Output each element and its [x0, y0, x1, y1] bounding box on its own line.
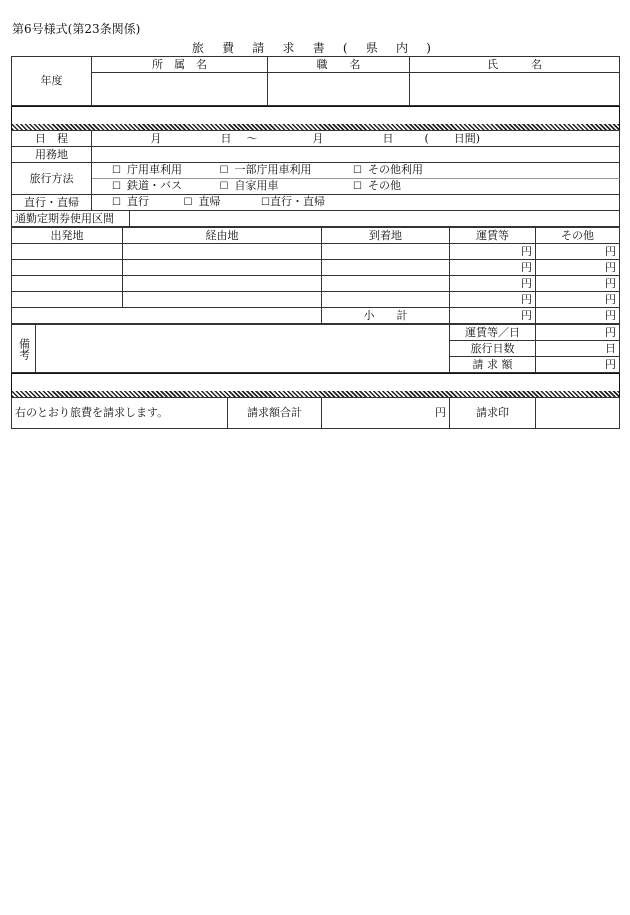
- via-field[interactable]: [123, 244, 322, 260]
- fare-field[interactable]: 円: [450, 276, 536, 292]
- month2-label: 月: [312, 131, 324, 145]
- tilde-label: ～: [246, 131, 258, 145]
- checkbox-square-icon: ☐: [112, 181, 121, 192]
- month1-label: 月: [150, 131, 162, 145]
- trip-details-table: [11, 130, 620, 227]
- remarks-table: [11, 324, 620, 373]
- form-title: 旅 費 請 求 書 ( 県 内 ): [191, 41, 439, 55]
- form-number: 第6号様式(第23条関係): [12, 22, 141, 36]
- travel-expense-form: [11, 56, 620, 429]
- fare-field[interactable]: 円: [450, 260, 536, 276]
- blank-row-top: [11, 106, 620, 124]
- seal-label: 請求印: [450, 398, 536, 429]
- seal-field[interactable]: [536, 398, 620, 429]
- other-field[interactable]: 円: [536, 276, 620, 292]
- checkbox-square-icon: ☐: [112, 197, 121, 208]
- arrival-field[interactable]: [322, 260, 450, 276]
- direct-row: [12, 195, 620, 211]
- remarks-label: 備考: [12, 325, 36, 373]
- schedule-label: 日 程: [12, 131, 92, 147]
- footer-table: [11, 397, 620, 429]
- destination-field[interactable]: [92, 147, 620, 163]
- year-label: 年度: [12, 57, 92, 106]
- travel-days-label: 旅行日数: [450, 341, 536, 357]
- checkbox-other[interactable]: ☐ その他: [353, 179, 401, 192]
- fare-field[interactable]: 円: [450, 244, 536, 260]
- checkbox-other-use[interactable]: ☐ その他利用: [353, 163, 423, 176]
- subtotal-label: 小 計: [322, 308, 450, 324]
- commuter-pass-field[interactable]: [130, 211, 620, 227]
- claim-amount-field[interactable]: 円: [536, 357, 620, 373]
- arrival-field[interactable]: [322, 244, 450, 260]
- checkbox-square-icon: ☐: [183, 197, 193, 208]
- route-row: [12, 292, 620, 308]
- other-header: その他: [536, 228, 620, 244]
- header-table: [11, 56, 620, 106]
- route-row: [12, 260, 620, 276]
- checkbox-direct-go[interactable]: ☐ 直行: [112, 195, 149, 208]
- departure-field[interactable]: [12, 292, 123, 308]
- checkbox-private-car[interactable]: ☐ 自家用車: [219, 179, 279, 192]
- checkbox-direct-return[interactable]: ☐ 直帰: [183, 195, 221, 208]
- via-field[interactable]: [123, 260, 322, 276]
- destination-row: [12, 147, 620, 163]
- checkbox-square-icon: ☐: [353, 181, 362, 192]
- route-row: [12, 244, 620, 260]
- commuter-pass-row: [12, 211, 620, 227]
- via-header: 経由地: [123, 228, 322, 244]
- arrival-field[interactable]: [322, 276, 450, 292]
- commuter-pass-label: 通勤定期券使用区間: [12, 211, 130, 227]
- subtotal-fare-field[interactable]: 円: [450, 308, 536, 324]
- travel-method-row-1: [12, 163, 620, 179]
- checkbox-square-icon: ☐: [219, 181, 229, 192]
- travel-days-field[interactable]: 日: [536, 341, 620, 357]
- subtotal-blank: [12, 308, 322, 324]
- departure-field[interactable]: [12, 244, 123, 260]
- schedule-row: [12, 131, 620, 147]
- schedule-field[interactable]: [92, 131, 620, 147]
- days-label: 日間): [453, 131, 481, 145]
- other-field[interactable]: 円: [536, 244, 620, 260]
- subtotal-other-field[interactable]: 円: [536, 308, 620, 324]
- claim-amount-label: 請 求 額: [450, 357, 536, 373]
- via-field[interactable]: [123, 292, 322, 308]
- arrival-field[interactable]: [322, 292, 450, 308]
- subtotal-row: [12, 308, 620, 324]
- days-open-paren: (: [424, 131, 429, 145]
- checkbox-square-icon: ☐: [353, 165, 362, 176]
- other-field[interactable]: 円: [536, 260, 620, 276]
- remarks-field[interactable]: [36, 325, 450, 373]
- route-table: [11, 227, 620, 324]
- checkbox-partial-official-car[interactable]: ☐ 一部庁用車利用: [219, 163, 312, 176]
- fare-header: 運賃等: [450, 228, 536, 244]
- checkbox-square-icon: ☐: [112, 165, 121, 176]
- route-row: [12, 276, 620, 292]
- via-field[interactable]: [123, 276, 322, 292]
- departure-field[interactable]: [12, 276, 123, 292]
- direct-label: 直行・直帰: [12, 195, 92, 211]
- destination-label: 用務地: [12, 147, 92, 163]
- name-label: 氏 名: [410, 57, 620, 73]
- position-field[interactable]: [268, 73, 410, 106]
- travel-method-label: 旅行方法: [12, 163, 92, 195]
- position-label: 職 名: [268, 57, 410, 73]
- dept-field[interactable]: [92, 73, 268, 106]
- checkbox-official-car[interactable]: ☐ 庁用車利用: [112, 163, 182, 176]
- checkbox-direct-both[interactable]: ☐直行・直帰: [261, 195, 325, 208]
- route-header-row: [12, 228, 620, 244]
- fare-per-day-field[interactable]: 円: [536, 325, 620, 341]
- total-label: 請求額合計: [228, 398, 322, 429]
- fare-per-day-label: 運賃等／日: [450, 325, 536, 341]
- checkbox-square-icon: ☐: [219, 165, 229, 176]
- name-field[interactable]: [410, 73, 620, 106]
- fare-field[interactable]: 円: [450, 292, 536, 308]
- day2-label: 日: [382, 131, 394, 145]
- other-field[interactable]: 円: [536, 292, 620, 308]
- travel-method-row-2: [12, 179, 620, 195]
- arrival-header: 到着地: [322, 228, 450, 244]
- dept-label: 所 属 名: [92, 57, 268, 73]
- checkbox-square-icon: ☐: [261, 197, 270, 208]
- blank-row-bottom: [11, 373, 620, 391]
- day1-label: 日: [220, 131, 232, 145]
- departure-field[interactable]: [12, 260, 123, 276]
- total-field[interactable]: 円: [322, 398, 450, 429]
- claim-statement: 右のとおり旅費を請求します。: [12, 398, 228, 429]
- departure-header: 出発地: [12, 228, 123, 244]
- checkbox-rail-bus[interactable]: ☐ 鉄道・バス: [112, 179, 182, 192]
